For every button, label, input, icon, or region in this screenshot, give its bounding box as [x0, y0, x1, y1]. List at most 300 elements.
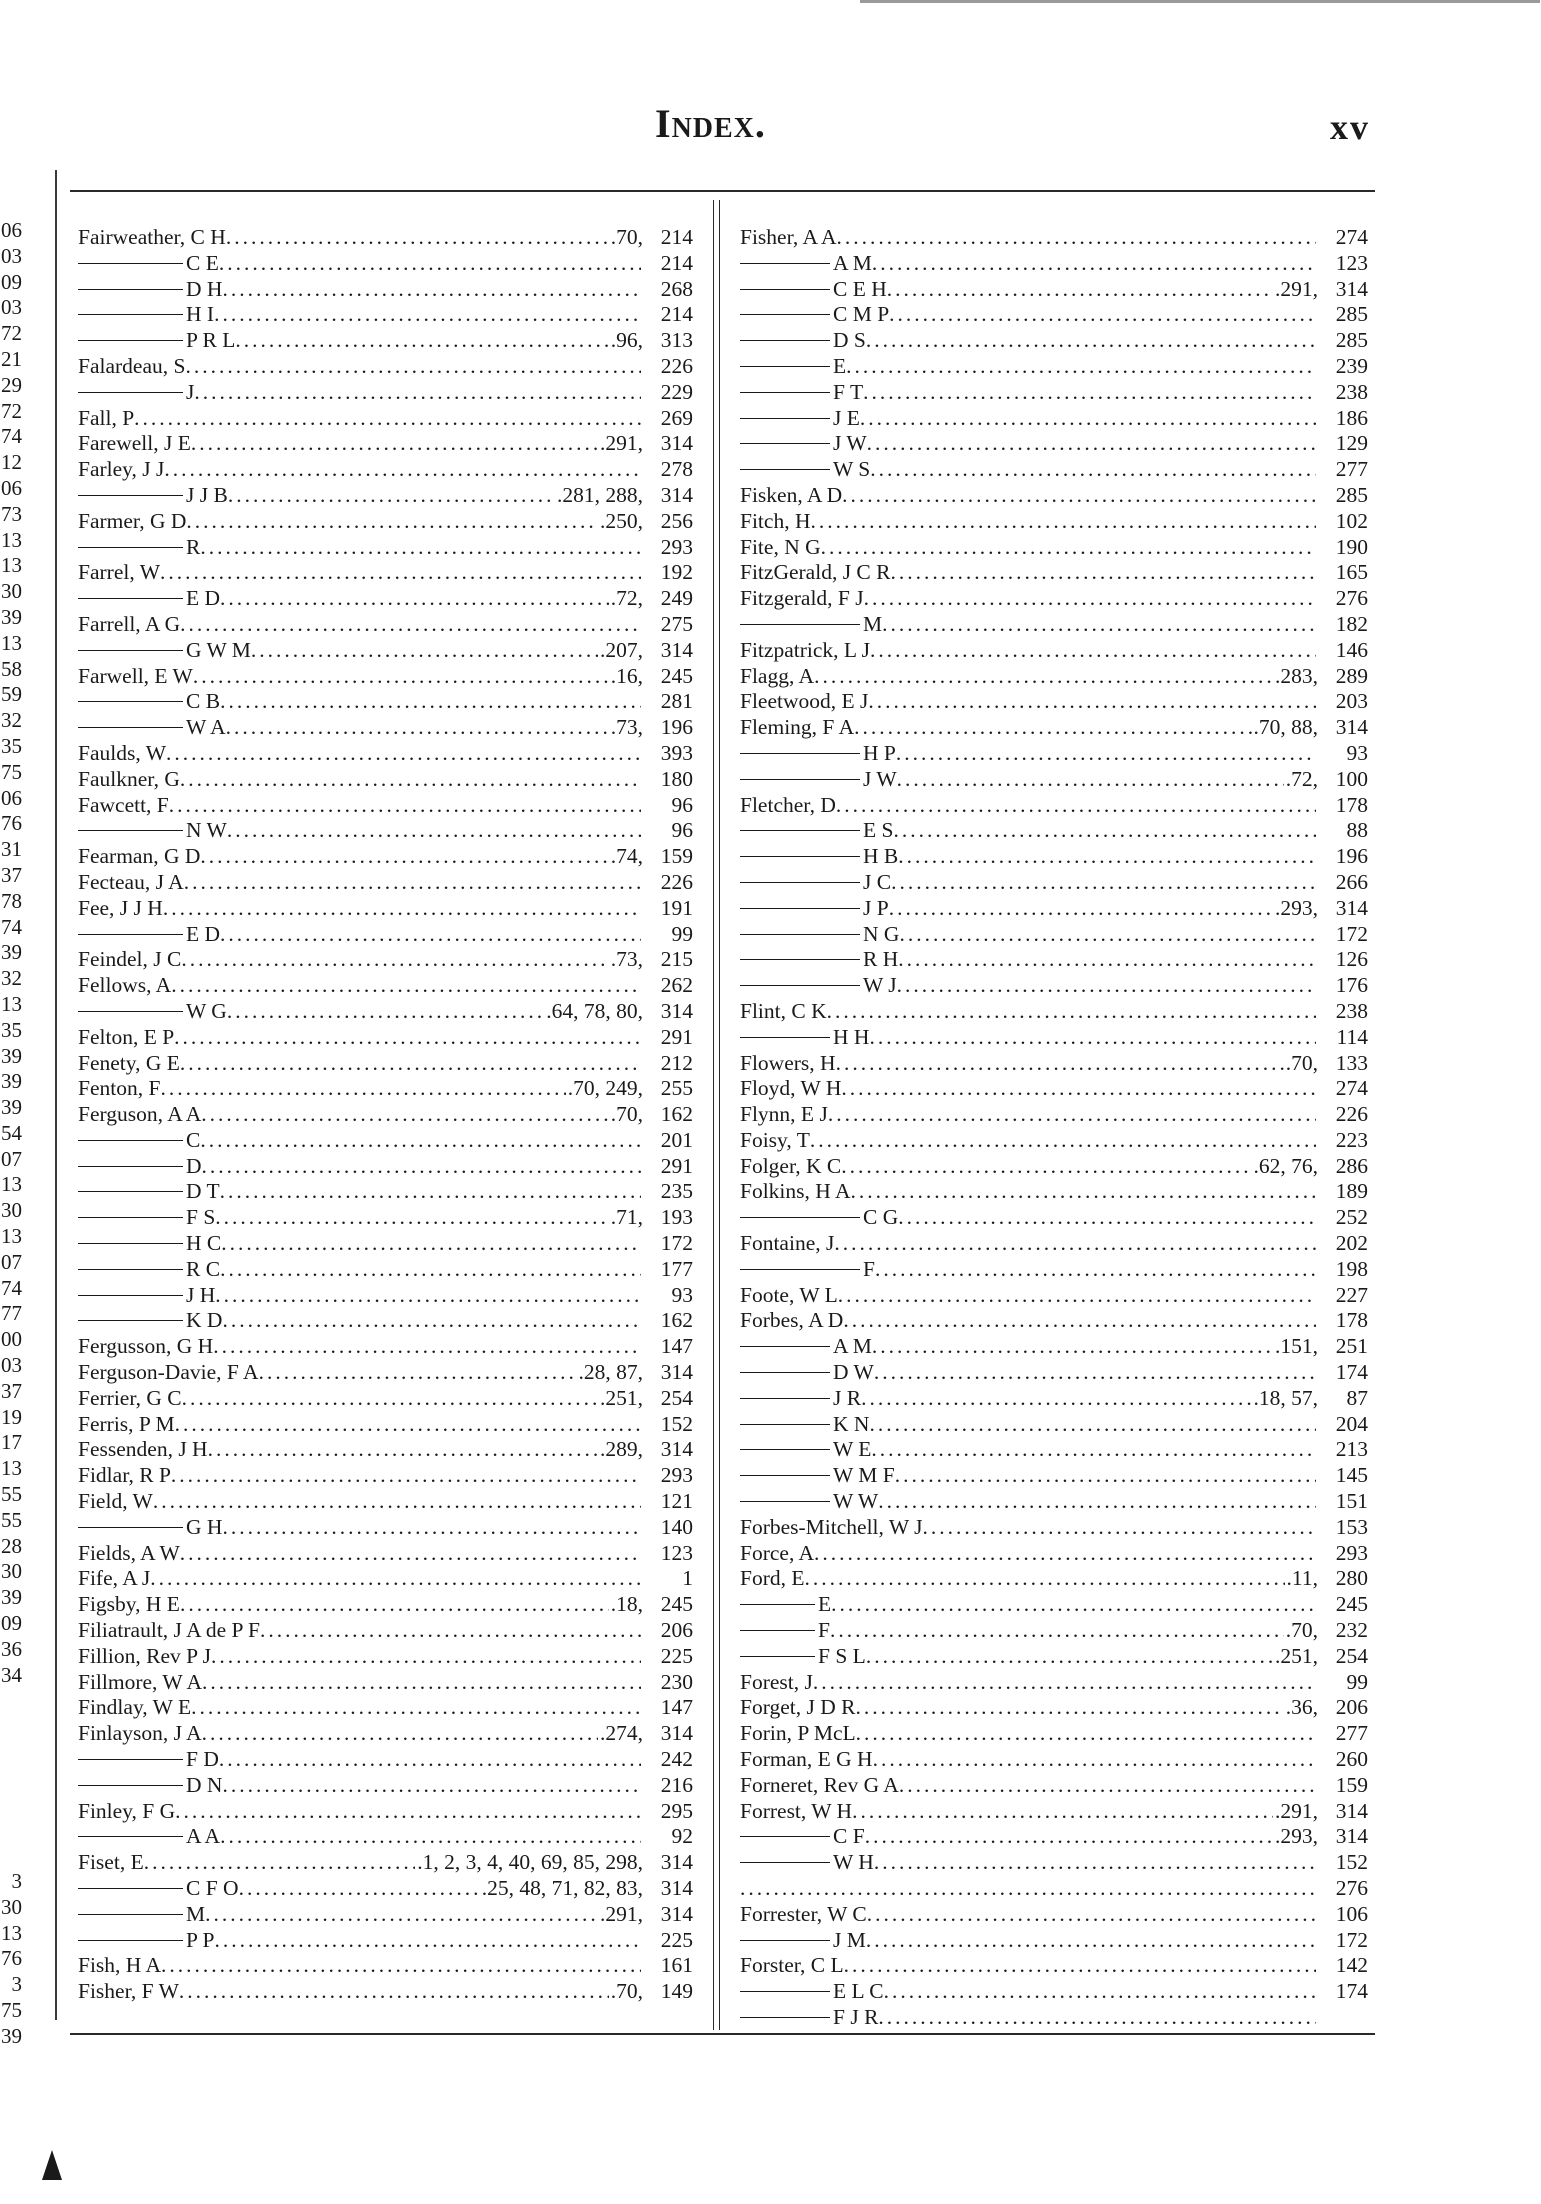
- margin-number: 13: [1, 1920, 22, 1945]
- entry-last-page: 152: [660, 1411, 693, 1436]
- entry-last-page: 189: [1335, 1179, 1368, 1204]
- margin-number: 07: [1, 1249, 22, 1274]
- dot-leader: [171, 973, 641, 999]
- entry-name: Forneret, Rev G A: [740, 1772, 899, 1797]
- entry-page-refs: .151,: [1275, 1334, 1318, 1359]
- index-entry: [740, 277, 1368, 303]
- dot-leader: [841, 1154, 1251, 1180]
- dot-leader: [836, 1051, 1284, 1077]
- entry-last-page: 314: [660, 1437, 693, 1462]
- repeat-name-dash: [78, 650, 183, 651]
- dot-leader: [222, 1773, 641, 1799]
- dot-leader: [220, 922, 641, 948]
- repeat-name-dash: [78, 727, 183, 728]
- dot-leader: [215, 1205, 608, 1231]
- index-entry: [740, 1386, 1368, 1412]
- repeat-name-dash: [78, 1243, 183, 1244]
- entry-page-refs: .274,: [600, 1721, 643, 1746]
- entry-page-refs: .250,: [600, 508, 643, 533]
- margin-number: 31: [1, 837, 22, 862]
- entry-last-page: 276: [1335, 1876, 1368, 1900]
- entry-last-page: 314: [660, 1876, 693, 1900]
- margin-number: [0, 1714, 22, 1740]
- repeat-name-dash: [740, 340, 830, 341]
- entry-name: J R: [833, 1385, 862, 1410]
- dot-leader: [160, 560, 641, 586]
- margin-number: 17: [1, 1430, 22, 1455]
- entry-page-refs: .293,: [1275, 895, 1318, 920]
- entry-name: W A: [186, 715, 226, 740]
- index-entry: [78, 1154, 693, 1180]
- entry-name: Flynn, E J: [740, 1102, 828, 1127]
- entry-name: W E: [833, 1437, 872, 1462]
- repeat-name-dash: [740, 779, 860, 780]
- index-entry: [78, 406, 693, 432]
- entry-name: Fite, N G: [740, 534, 821, 559]
- entry-page-refs: .291,: [1275, 276, 1318, 301]
- dot-leader: [828, 1102, 1316, 1128]
- dot-leader: [836, 793, 1316, 819]
- index-entry: [78, 1489, 693, 1515]
- index-entry: [78, 1747, 693, 1773]
- dot-leader: [854, 715, 1251, 741]
- dot-leader: [805, 1566, 1285, 1592]
- repeat-name-dash: [740, 1656, 815, 1657]
- entry-last-page: 204: [1335, 1411, 1368, 1436]
- entry-name: Farwell, E W: [78, 663, 193, 688]
- entry-last-page: 225: [660, 1643, 693, 1668]
- entry-last-page: 223: [1335, 1127, 1368, 1152]
- index-entry: [740, 457, 1368, 483]
- entry-name: E: [818, 1592, 832, 1617]
- index-entry: [78, 922, 693, 948]
- entry-last-page: 314: [660, 1850, 693, 1875]
- scan-edge-mark: [860, 0, 1540, 3]
- dot-leader: [202, 1721, 598, 1747]
- index-entry: [740, 1592, 1368, 1618]
- repeat-name-dash: [740, 1940, 830, 1941]
- index-entry: [78, 1051, 693, 1077]
- index-entry: [78, 1618, 693, 1644]
- margin-number: [0, 1766, 22, 1792]
- dot-leader: [164, 457, 641, 483]
- entry-page-refs: .72,: [610, 586, 643, 611]
- index-column-left: [78, 225, 693, 2005]
- index-entry: [740, 1334, 1368, 1360]
- entry-page-refs: .73,: [610, 947, 643, 972]
- dot-leader: [873, 1747, 1316, 1773]
- repeat-name-dash: [740, 2017, 830, 2018]
- index-entry: [78, 251, 693, 277]
- index-column-right: [740, 225, 1368, 2031]
- entry-name: E L C: [833, 1979, 884, 2004]
- margin-number: 13: [1, 630, 22, 655]
- entry-name: P R L: [186, 328, 236, 353]
- entry-name: W W: [833, 1489, 879, 1514]
- dot-leader: [898, 947, 1316, 973]
- margin-number: 3: [11, 1972, 22, 1997]
- margin-number: 3: [11, 1869, 22, 1893]
- entry-last-page: 151: [1335, 1489, 1368, 1514]
- repeat-name-dash: [740, 418, 830, 419]
- entry-last-page: 254: [1335, 1643, 1368, 1668]
- entry-page-refs: .70, 249,: [567, 1076, 643, 1101]
- entry-name: H I: [186, 302, 215, 327]
- entry-last-page: 289: [1335, 663, 1368, 688]
- entry-page-refs: .72,: [1285, 766, 1318, 791]
- entry-name: Fisher, F W: [78, 1979, 179, 2004]
- index-entry: [740, 1051, 1368, 1077]
- entry-name: Fidlar, R P: [78, 1463, 171, 1488]
- dot-leader: [870, 638, 1316, 664]
- dot-leader: [213, 1334, 641, 1360]
- entry-name: Forrester, W C: [740, 1901, 867, 1926]
- entry-name: D: [186, 1153, 202, 1178]
- entry-name: Forbes-Mitchell, W J: [740, 1514, 923, 1539]
- index-entry: [78, 793, 693, 819]
- bottom-rule: [70, 2033, 1375, 2035]
- repeat-name-dash: [740, 882, 860, 883]
- entry-page-refs: .25, 48, 71, 82, 83,: [481, 1876, 643, 1900]
- entry-name: Flowers, H: [740, 1050, 836, 1075]
- repeat-name-dash: [740, 1836, 830, 1837]
- index-entry: [78, 1334, 693, 1360]
- dot-leader: [865, 1824, 1273, 1850]
- index-entry: [78, 1773, 693, 1799]
- repeat-name-dash: [78, 1888, 183, 1889]
- margin-number: 06: [1, 785, 22, 810]
- dot-leader: [150, 1566, 641, 1592]
- entry-last-page: 212: [660, 1050, 693, 1075]
- dot-leader: [814, 1541, 1316, 1567]
- dot-leader: [180, 612, 641, 638]
- entry-name: Folger, K C: [740, 1153, 842, 1178]
- dot-leader: [174, 1025, 641, 1051]
- index-entry: [740, 973, 1368, 999]
- entry-page-refs: .70,: [610, 1979, 643, 2004]
- binding-edge-rule: [55, 170, 57, 2020]
- entry-name: Fawcett, F: [78, 792, 169, 817]
- dot-leader: [191, 431, 598, 457]
- entry-page-refs: .70,: [610, 225, 643, 249]
- entry-name: Fearman, G D: [78, 844, 201, 869]
- entry-name: Fleming, F A: [740, 715, 855, 740]
- dot-leader: [219, 251, 641, 277]
- index-entry: [740, 251, 1368, 277]
- entry-page-refs: .251,: [1275, 1643, 1318, 1668]
- dot-leader: [843, 1308, 1316, 1334]
- entry-name: M: [863, 611, 883, 636]
- margin-number: 12: [1, 450, 22, 475]
- margin-number: 74: [1, 424, 22, 449]
- index-entry: [78, 483, 693, 509]
- entry-last-page: 313: [660, 328, 693, 353]
- margin-number: 13: [1, 1172, 22, 1197]
- margin-number: [0, 1792, 22, 1818]
- entry-last-page: 260: [1335, 1747, 1368, 1772]
- index-entry: [740, 1179, 1368, 1205]
- dot-leader: [202, 1154, 641, 1180]
- dot-leader: [222, 277, 641, 303]
- repeat-name-dash: [740, 908, 860, 909]
- dot-leader: [191, 1695, 641, 1721]
- margin-number: 58: [1, 656, 22, 681]
- dot-leader: [205, 1902, 598, 1928]
- dot-leader: [866, 1644, 1273, 1670]
- index-entry: [78, 225, 693, 251]
- entry-name: C F O: [186, 1876, 239, 1900]
- dot-leader: [160, 1076, 565, 1102]
- entry-last-page: 100: [1335, 766, 1368, 791]
- dot-leader: [874, 1850, 1316, 1876]
- index-entry: [740, 483, 1368, 509]
- repeat-name-dash: [78, 1320, 183, 1321]
- entry-last-page: 314: [1335, 1824, 1368, 1849]
- entry-last-page: 256: [660, 508, 693, 533]
- index-entry: [78, 1592, 693, 1618]
- entry-name: C: [186, 1127, 201, 1152]
- entry-last-page: 133: [1335, 1050, 1368, 1075]
- dot-leader: [220, 1257, 641, 1283]
- repeat-name-dash: [78, 340, 183, 341]
- dot-leader: [214, 302, 641, 328]
- repeat-name-dash: [78, 830, 183, 831]
- entry-last-page: 180: [660, 766, 693, 791]
- entry-last-page: 249: [660, 586, 693, 611]
- dot-leader: [153, 1489, 641, 1515]
- repeat-name-dash: [740, 469, 830, 470]
- entry-name: J W: [863, 766, 897, 791]
- entry-page-refs: .28, 87,: [578, 1360, 643, 1385]
- entry-page-refs: .18,: [610, 1592, 643, 1617]
- index-entry: [78, 380, 693, 406]
- repeat-name-dash: [78, 701, 183, 702]
- dot-leader: [831, 1592, 1316, 1618]
- dot-leader: [898, 844, 1316, 870]
- entry-last-page: 206: [660, 1618, 693, 1643]
- repeat-name-dash: [740, 985, 860, 986]
- entry-name: Fleetwood, E J: [740, 689, 869, 714]
- entry-page-refs: .281, 288,: [557, 482, 643, 507]
- entry-name: Floyd, W H: [740, 1076, 842, 1101]
- index-entry: [740, 1850, 1368, 1876]
- entry-last-page: 295: [660, 1798, 693, 1823]
- entry-last-page: 242: [660, 1747, 693, 1772]
- entry-name: Felton, E P: [78, 1024, 175, 1049]
- margin-number: 30: [1, 1198, 22, 1223]
- entry-page-refs: .70,: [1285, 1618, 1318, 1643]
- dot-leader: [810, 509, 1316, 535]
- index-entry: [740, 586, 1368, 612]
- margin-number: 09: [1, 269, 22, 294]
- margin-number: 55: [1, 1507, 22, 1532]
- entry-last-page: 206: [1335, 1695, 1368, 1720]
- dot-leader: [222, 1515, 641, 1541]
- entry-last-page: 274: [1335, 1076, 1368, 1101]
- entry-page-refs: .73,: [610, 715, 643, 740]
- entry-page-refs: .291,: [600, 1901, 643, 1926]
- dot-leader: [830, 1618, 1284, 1644]
- entry-name: Fessenden, J H: [78, 1437, 208, 1462]
- entry-name: J H: [186, 1282, 216, 1307]
- index-entry: [78, 1463, 693, 1489]
- entry-last-page: 232: [1335, 1618, 1368, 1643]
- entry-name: A A: [186, 1824, 221, 1849]
- entry-last-page: 96: [671, 792, 693, 817]
- margin-number: 03: [1, 1353, 22, 1378]
- margin-number: 29: [1, 372, 22, 397]
- index-entry: [78, 999, 693, 1025]
- entry-name: Fenety, G E: [78, 1050, 180, 1075]
- dot-leader: [872, 1334, 1273, 1360]
- dot-leader: [841, 1076, 1316, 1102]
- entry-last-page: 245: [1335, 1592, 1368, 1617]
- entry-page-refs: .70,: [1285, 1050, 1318, 1075]
- entry-last-page: 269: [660, 405, 693, 430]
- index-entry: [78, 715, 693, 741]
- dot-leader: [852, 1799, 1273, 1825]
- repeat-name-dash: [740, 289, 830, 290]
- index-entry: [78, 1205, 693, 1231]
- entry-last-page: 147: [660, 1695, 693, 1720]
- repeat-name-dash: [740, 443, 830, 444]
- dot-leader: [861, 1386, 1251, 1412]
- entry-page-refs: .207,: [600, 637, 643, 662]
- index-entry: [78, 1360, 693, 1386]
- index-entry: [740, 509, 1368, 535]
- entry-last-page: 191: [660, 895, 693, 920]
- margin-number: 72: [1, 321, 22, 346]
- entry-name: H B: [863, 844, 899, 869]
- dot-leader: [855, 1695, 1283, 1721]
- entry-last-page: 88: [1346, 818, 1368, 843]
- index-entry: [740, 947, 1368, 973]
- repeat-name-dash: [78, 1940, 183, 1941]
- repeat-name-dash: [740, 1372, 830, 1373]
- entry-name: Fiset, E: [78, 1850, 144, 1875]
- dot-leader: [834, 1231, 1316, 1257]
- dot-leader: [202, 1670, 641, 1696]
- repeat-name-dash: [78, 1191, 183, 1192]
- dot-leader: [228, 483, 555, 509]
- index-entry: [78, 535, 693, 561]
- entry-page-refs: .70, 88,: [1253, 715, 1318, 740]
- index-entry: [740, 793, 1368, 819]
- dot-leader: [814, 664, 1273, 690]
- entry-name: K D: [186, 1308, 223, 1333]
- margin-number: 06: [1, 475, 22, 500]
- entry-name: Fergusson, G H: [78, 1334, 214, 1359]
- index-entry: [78, 1102, 693, 1128]
- margin-number: 39: [1, 940, 22, 965]
- index-entry: [78, 277, 693, 303]
- entry-name: C E: [186, 250, 219, 275]
- index-entry: [740, 1412, 1368, 1438]
- repeat-name-dash: [78, 1295, 183, 1296]
- entry-name: E: [833, 353, 847, 378]
- margin-number: 39: [1, 1043, 22, 1068]
- margin-number: 13: [1, 1224, 22, 1249]
- entry-name: N G: [863, 921, 900, 946]
- entry-last-page: 314: [660, 1901, 693, 1926]
- repeat-name-dash: [78, 598, 183, 599]
- index-entry: [78, 302, 693, 328]
- entry-name: Farewell, J E: [78, 431, 191, 456]
- entry-page-refs: .289,: [600, 1437, 643, 1462]
- entry-last-page: 280: [1335, 1566, 1368, 1591]
- index-entry: [740, 1644, 1368, 1670]
- index-entry: [740, 1025, 1368, 1051]
- entry-last-page: 293: [1335, 1540, 1368, 1565]
- entry-last-page: 215: [660, 947, 693, 972]
- dot-leader: [184, 870, 641, 896]
- entry-last-page: 274: [1335, 225, 1368, 249]
- index-entry: [740, 1541, 1368, 1567]
- repeat-name-dash: [740, 753, 860, 754]
- entry-page-refs: .11,: [1286, 1566, 1318, 1591]
- index-entry: [740, 354, 1368, 380]
- index-entry: [78, 1824, 693, 1850]
- top-rule: [70, 190, 1375, 192]
- entry-last-page: 172: [1335, 921, 1368, 946]
- dot-leader: [898, 1205, 1316, 1231]
- entry-last-page: 285: [1335, 482, 1368, 507]
- index-entry: [740, 870, 1368, 896]
- entry-name: Flint, C K: [740, 998, 827, 1023]
- index-entry: [740, 1695, 1368, 1721]
- margin-number: 55: [1, 1482, 22, 1507]
- entry-name: Farrell, A G: [78, 611, 181, 636]
- entry-name: Fish, H A: [78, 1953, 162, 1978]
- index-entry: [740, 1799, 1368, 1825]
- entry-name: D N: [186, 1772, 223, 1797]
- margin-number: 00: [1, 1327, 22, 1352]
- margin-number: 13: [1, 527, 22, 552]
- entry-last-page: 92: [671, 1824, 693, 1849]
- index-entry: [78, 1953, 693, 1979]
- entry-last-page: 196: [1335, 844, 1368, 869]
- dot-leader: [215, 1283, 641, 1309]
- index-entry: [78, 1076, 693, 1102]
- entry-last-page: 190: [1335, 534, 1368, 559]
- entry-name: Finley, F G: [78, 1798, 176, 1823]
- margin-number: 13: [1, 1456, 22, 1481]
- margin-number: 19: [1, 1404, 22, 1429]
- entry-last-page: 245: [660, 663, 693, 688]
- entry-page-refs: .18, 57,: [1253, 1385, 1318, 1410]
- dot-leader: [211, 1644, 641, 1670]
- index-entry: [740, 1257, 1368, 1283]
- index-entry: [78, 689, 693, 715]
- entry-name: Feindel, J C: [78, 947, 182, 972]
- entry-page-refs: .1, 2, 3, 4, 40, 69, 85, 298,: [417, 1850, 643, 1875]
- index-entry: [78, 1515, 693, 1541]
- entry-name: Faulds, W: [78, 740, 166, 765]
- entry-name: N W: [186, 818, 227, 843]
- dot-leader: [867, 1902, 1316, 1928]
- entry-last-page: 147: [660, 1334, 693, 1359]
- entry-name: Forin, P McL: [740, 1721, 856, 1746]
- margin-number: 35: [1, 1017, 22, 1042]
- margin-number: 13: [1, 991, 22, 1016]
- entry-last-page: 314: [660, 998, 693, 1023]
- index-entry: [78, 1128, 693, 1154]
- margin-number: 13: [1, 553, 22, 578]
- margin-number: 37: [1, 862, 22, 887]
- entry-last-page: 162: [660, 1102, 693, 1127]
- repeat-name-dash: [740, 392, 830, 393]
- entry-last-page: 178: [1335, 792, 1368, 817]
